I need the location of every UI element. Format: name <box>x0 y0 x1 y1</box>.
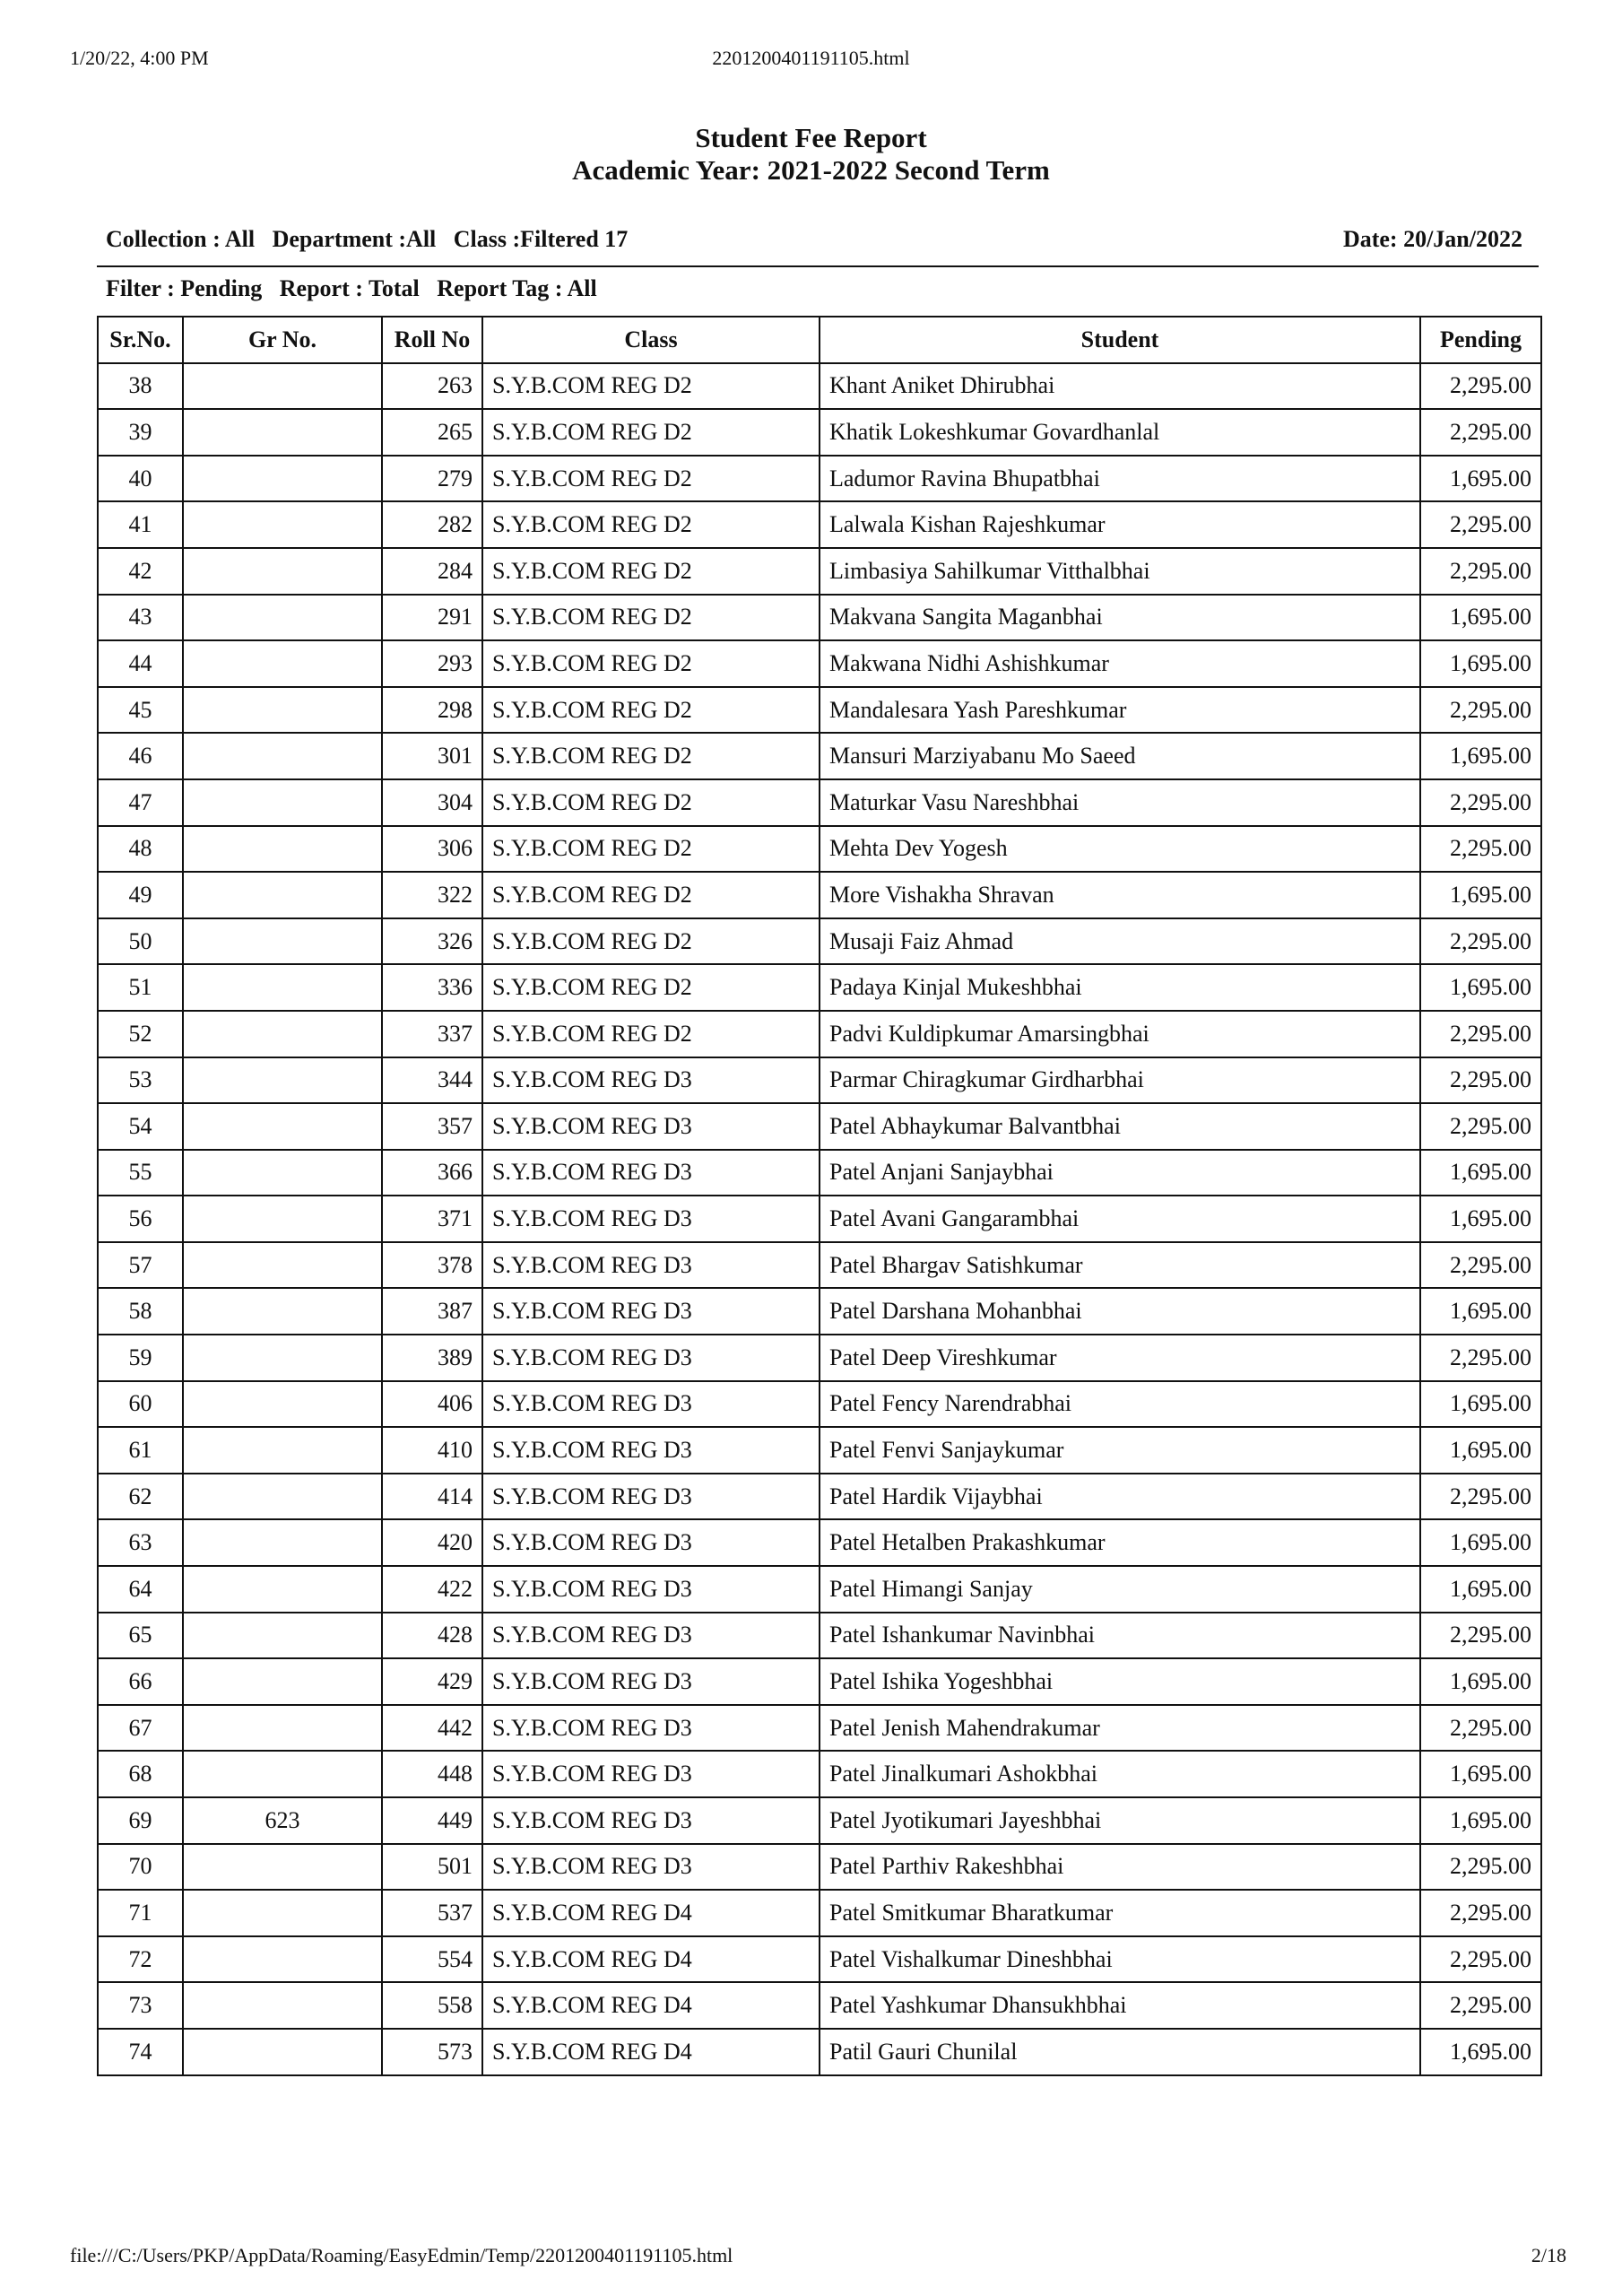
table-row <box>98 826 1541 873</box>
table-body <box>98 363 1541 2075</box>
table-row <box>98 872 1541 918</box>
cell-pending: 1,695.00 <box>1420 964 1541 1011</box>
cell-sr-no: 41 <box>98 501 183 548</box>
meta-date: Date: 20/Jan/2022 <box>1342 226 1522 252</box>
cell-class: S.Y.B.COM REG D4 <box>482 1936 820 1983</box>
cell-sr-no: 52 <box>98 1011 183 1057</box>
cell-pending: 1,695.00 <box>1420 872 1541 918</box>
cell-student: Patel Deep Vireshkumar <box>820 1335 1420 1381</box>
cell-sr-no: 63 <box>98 1519 183 1566</box>
table-row <box>98 964 1541 1011</box>
cell-student: Patel Jinalkumari Ashokbhai <box>820 1751 1420 1797</box>
cell-pending: 1,695.00 <box>1420 1566 1541 1613</box>
cell-sr-no: 60 <box>98 1381 183 1428</box>
table-header-row <box>98 317 1541 363</box>
cell-student: Makvana Sangita Maganbhai <box>820 595 1420 641</box>
print-filename: 2201200401191105.html <box>712 47 910 69</box>
cell-class: S.Y.B.COM REG D2 <box>482 918 820 965</box>
cell-pending: 1,695.00 <box>1420 1797 1541 1844</box>
cell-class: S.Y.B.COM REG D4 <box>482 2029 820 2075</box>
cell-roll-no: 389 <box>382 1335 482 1381</box>
cell-student: Mansuri Marziyabanu Mo Saeed <box>820 733 1420 779</box>
col-header-sr-no: Sr.No. <box>98 317 183 363</box>
cell-roll-no: 410 <box>382 1427 482 1474</box>
cell-pending: 2,295.00 <box>1420 826 1541 873</box>
meta-filter: Filter : Pending <box>106 275 263 301</box>
table-row <box>98 501 1541 548</box>
cell-class: S.Y.B.COM REG D3 <box>482 1519 820 1566</box>
cell-gr-no <box>183 1613 382 1659</box>
cell-class: S.Y.B.COM REG D3 <box>482 1288 820 1335</box>
cell-sr-no: 65 <box>98 1613 183 1659</box>
cell-class: S.Y.B.COM REG D2 <box>482 409 820 456</box>
cell-class: S.Y.B.COM REG D2 <box>482 1011 820 1057</box>
cell-class: S.Y.B.COM REG D3 <box>482 1335 820 1381</box>
cell-class: S.Y.B.COM REG D3 <box>482 1613 820 1659</box>
cell-student: Khatik Lokeshkumar Govardhanlal <box>820 409 1420 456</box>
print-page-number: 2/18 <box>1531 2244 1566 2266</box>
cell-sr-no: 72 <box>98 1936 183 1983</box>
meta-class: Class :Filtered 17 <box>453 226 629 252</box>
cell-class: S.Y.B.COM REG D3 <box>482 1057 820 1104</box>
cell-roll-no: 301 <box>382 733 482 779</box>
cell-sr-no: 53 <box>98 1057 183 1104</box>
cell-pending: 2,295.00 <box>1420 1474 1541 1520</box>
cell-pending: 1,695.00 <box>1420 1427 1541 1474</box>
cell-pending: 2,295.00 <box>1420 687 1541 734</box>
cell-roll-no: 263 <box>382 363 482 410</box>
cell-gr-no <box>183 456 382 502</box>
report-meta-row <box>106 224 1540 255</box>
cell-student: Patel Hetalben Prakashkumar <box>820 1519 1420 1566</box>
cell-student: Patel Himangi Sanjay <box>820 1566 1420 1613</box>
cell-roll-no: 279 <box>382 456 482 502</box>
cell-student: Patel Jyotikumari Jayeshbhai <box>820 1797 1420 1844</box>
cell-student: Patel Smitkumar Bharatkumar <box>820 1890 1420 1936</box>
cell-gr-no <box>183 1844 382 1891</box>
cell-class: S.Y.B.COM REG D2 <box>482 733 820 779</box>
cell-roll-no: 573 <box>382 2029 482 2075</box>
cell-student: Makwana Nidhi Ashishkumar <box>820 640 1420 687</box>
cell-gr-no <box>183 1011 382 1057</box>
table-row <box>98 779 1541 826</box>
cell-gr-no <box>183 918 382 965</box>
cell-student: Patel Anjani Sanjaybhai <box>820 1150 1420 1196</box>
cell-student: Ladumor Ravina Bhupatbhai <box>820 456 1420 502</box>
cell-roll-no: 265 <box>382 409 482 456</box>
cell-sr-no: 58 <box>98 1288 183 1335</box>
cell-roll-no: 366 <box>382 1150 482 1196</box>
table-row <box>98 640 1541 687</box>
cell-pending: 2,295.00 <box>1420 779 1541 826</box>
cell-gr-no <box>183 1103 382 1150</box>
table-row <box>98 1427 1541 1474</box>
cell-student: More Vishakha Shravan <box>820 872 1420 918</box>
cell-gr-no <box>183 826 382 873</box>
cell-roll-no: 306 <box>382 826 482 873</box>
cell-gr-no <box>183 1936 382 1983</box>
cell-roll-no: 387 <box>382 1288 482 1335</box>
cell-student: Patel Hardik Vijaybhai <box>820 1474 1420 1520</box>
cell-sr-no: 47 <box>98 779 183 826</box>
cell-gr-no <box>183 1427 382 1474</box>
table-row <box>98 1658 1541 1705</box>
cell-class: S.Y.B.COM REG D2 <box>482 595 820 641</box>
cell-pending: 2,295.00 <box>1420 1011 1541 1057</box>
cell-gr-no <box>183 1658 382 1705</box>
meta-report: Report : Total <box>279 275 420 301</box>
cell-student: Maturkar Vasu Nareshbhai <box>820 779 1420 826</box>
cell-student: Limbasiya Sahilkumar Vitthalbhai <box>820 548 1420 595</box>
table-row <box>98 456 1541 502</box>
cell-class: S.Y.B.COM REG D2 <box>482 826 820 873</box>
cell-sr-no: 50 <box>98 918 183 965</box>
cell-sr-no: 40 <box>98 456 183 502</box>
cell-class: S.Y.B.COM REG D3 <box>482 1751 820 1797</box>
cell-pending: 2,295.00 <box>1420 1242 1541 1289</box>
table-row <box>98 1519 1541 1566</box>
cell-pending: 1,695.00 <box>1420 1658 1541 1705</box>
cell-sr-no: 68 <box>98 1751 183 1797</box>
cell-pending: 1,695.00 <box>1420 1381 1541 1428</box>
cell-student: Patel Yashkumar Dhansukhbhai <box>820 1982 1420 2029</box>
table-row <box>98 1103 1541 1150</box>
cell-pending: 2,295.00 <box>1420 1335 1541 1381</box>
table-row <box>98 1196 1541 1242</box>
cell-gr-no <box>183 595 382 641</box>
cell-pending: 1,695.00 <box>1420 733 1541 779</box>
print-datetime: 1/20/22, 4:00 PM <box>70 47 209 69</box>
cell-gr-no <box>183 1890 382 1936</box>
table-row <box>98 1705 1541 1752</box>
cell-gr-no <box>183 872 382 918</box>
table-row <box>98 1288 1541 1335</box>
cell-pending: 2,295.00 <box>1420 1103 1541 1150</box>
cell-student: Khant Aniket Dhirubhai <box>820 363 1420 410</box>
cell-roll-no: 501 <box>382 1844 482 1891</box>
print-header <box>0 47 1622 74</box>
cell-sr-no: 69 <box>98 1797 183 1844</box>
cell-gr-no <box>183 1705 382 1752</box>
cell-class: S.Y.B.COM REG D2 <box>482 872 820 918</box>
cell-gr-no <box>183 1057 382 1104</box>
cell-sr-no: 67 <box>98 1705 183 1752</box>
report-filter-row <box>106 274 1540 304</box>
cell-gr-no <box>183 779 382 826</box>
cell-gr-no <box>183 1982 382 2029</box>
cell-roll-no: 293 <box>382 640 482 687</box>
cell-student: Parmar Chiragkumar Girdharbhai <box>820 1057 1420 1104</box>
cell-sr-no: 64 <box>98 1566 183 1613</box>
cell-gr-no <box>183 1335 382 1381</box>
cell-roll-no: 284 <box>382 548 482 595</box>
cell-roll-no: 337 <box>382 1011 482 1057</box>
cell-student: Lalwala Kishan Rajeshkumar <box>820 501 1420 548</box>
cell-roll-no: 282 <box>382 501 482 548</box>
cell-class: S.Y.B.COM REG D3 <box>482 1427 820 1474</box>
cell-sr-no: 44 <box>98 640 183 687</box>
cell-roll-no: 537 <box>382 1890 482 1936</box>
cell-class: S.Y.B.COM REG D2 <box>482 687 820 734</box>
cell-student: Mandalesara Yash Pareshkumar <box>820 687 1420 734</box>
cell-pending: 2,295.00 <box>1420 363 1541 410</box>
table-row <box>98 1613 1541 1659</box>
cell-pending: 2,295.00 <box>1420 918 1541 965</box>
cell-pending: 1,695.00 <box>1420 1751 1541 1797</box>
cell-class: S.Y.B.COM REG D2 <box>482 548 820 595</box>
cell-class: S.Y.B.COM REG D3 <box>482 1566 820 1613</box>
col-header-pending: Pending <box>1420 317 1541 363</box>
cell-sr-no: 43 <box>98 595 183 641</box>
table-row <box>98 595 1541 641</box>
print-file-path: file:///C:/Users/PKP/AppData/Roaming/EasyEdmin/Temp/2201200401191105.html <box>70 2244 733 2266</box>
col-header-gr-no: Gr No. <box>183 317 382 363</box>
cell-gr-no <box>183 2029 382 2075</box>
cell-pending: 2,295.00 <box>1420 409 1541 456</box>
table-row <box>98 1797 1541 1844</box>
cell-gr-no <box>183 687 382 734</box>
cell-class: S.Y.B.COM REG D4 <box>482 1890 820 1936</box>
cell-roll-no: 344 <box>382 1057 482 1104</box>
cell-gr-no <box>183 501 382 548</box>
cell-student: Patel Vishalkumar Dineshbhai <box>820 1936 1420 1983</box>
cell-gr-no <box>183 1566 382 1613</box>
fee-table <box>97 316 1542 2076</box>
cell-sr-no: 51 <box>98 964 183 1011</box>
cell-gr-no <box>183 1150 382 1196</box>
cell-roll-no: 442 <box>382 1705 482 1752</box>
meta-report-tag: Report Tag : All <box>437 275 597 301</box>
cell-roll-no: 336 <box>382 964 482 1011</box>
cell-pending: 1,695.00 <box>1420 2029 1541 2075</box>
header-divider <box>97 265 1539 267</box>
cell-roll-no: 371 <box>382 1196 482 1242</box>
cell-sr-no: 38 <box>98 363 183 410</box>
meta-collection: Collection : All <box>106 226 256 252</box>
cell-sr-no: 48 <box>98 826 183 873</box>
cell-roll-no: 448 <box>382 1751 482 1797</box>
table-row <box>98 918 1541 965</box>
cell-class: S.Y.B.COM REG D3 <box>482 1242 820 1289</box>
cell-sr-no: 57 <box>98 1242 183 1289</box>
cell-student: Patel Avani Gangarambhai <box>820 1196 1420 1242</box>
table-row <box>98 1936 1541 1983</box>
cell-pending: 2,295.00 <box>1420 1890 1541 1936</box>
cell-student: Patel Ishankumar Navinbhai <box>820 1613 1420 1659</box>
cell-gr-no <box>183 640 382 687</box>
cell-student: Patel Darshana Mohanbhai <box>820 1288 1420 1335</box>
cell-pending: 2,295.00 <box>1420 1982 1541 2029</box>
table-row <box>98 409 1541 456</box>
cell-roll-no: 357 <box>382 1103 482 1150</box>
table-row <box>98 1844 1541 1891</box>
cell-student: Patel Fency Narendrabhai <box>820 1381 1420 1428</box>
cell-gr-no <box>183 1242 382 1289</box>
cell-gr-no <box>183 964 382 1011</box>
cell-pending: 1,695.00 <box>1420 1519 1541 1566</box>
cell-gr-no <box>183 363 382 410</box>
cell-student: Mehta Dev Yogesh <box>820 826 1420 873</box>
cell-gr-no <box>183 1519 382 1566</box>
col-header-roll-no: Roll No <box>382 317 482 363</box>
cell-roll-no: 326 <box>382 918 482 965</box>
cell-student: Patel Abhaykumar Balvantbhai <box>820 1103 1420 1150</box>
table-row <box>98 1150 1541 1196</box>
cell-pending: 1,695.00 <box>1420 1150 1541 1196</box>
report-title-block <box>0 122 1622 187</box>
cell-class: S.Y.B.COM REG D3 <box>482 1658 820 1705</box>
cell-class: S.Y.B.COM REG D3 <box>482 1381 820 1428</box>
meta-department: Department :All <box>272 226 437 252</box>
table-row <box>98 1982 1541 2029</box>
cell-gr-no <box>183 548 382 595</box>
cell-sr-no: 54 <box>98 1103 183 1150</box>
cell-pending: 1,695.00 <box>1420 640 1541 687</box>
cell-class: S.Y.B.COM REG D2 <box>482 501 820 548</box>
table-row <box>98 548 1541 595</box>
cell-class: S.Y.B.COM REG D2 <box>482 363 820 410</box>
cell-pending: 2,295.00 <box>1420 1057 1541 1104</box>
cell-sr-no: 66 <box>98 1658 183 1705</box>
cell-sr-no: 74 <box>98 2029 183 2075</box>
cell-pending: 1,695.00 <box>1420 1288 1541 1335</box>
cell-gr-no <box>183 733 382 779</box>
col-header-class: Class <box>482 317 820 363</box>
cell-sr-no: 55 <box>98 1150 183 1196</box>
table-row <box>98 363 1541 410</box>
cell-class: S.Y.B.COM REG D2 <box>482 640 820 687</box>
cell-student: Patel Ishika Yogeshbhai <box>820 1658 1420 1705</box>
cell-roll-no: 554 <box>382 1936 482 1983</box>
cell-sr-no: 46 <box>98 733 183 779</box>
cell-roll-no: 322 <box>382 872 482 918</box>
cell-pending: 2,295.00 <box>1420 1936 1541 1983</box>
cell-sr-no: 49 <box>98 872 183 918</box>
table-row <box>98 687 1541 734</box>
cell-pending: 1,695.00 <box>1420 456 1541 502</box>
cell-pending: 2,295.00 <box>1420 1613 1541 1659</box>
cell-sr-no: 39 <box>98 409 183 456</box>
table-row <box>98 1335 1541 1381</box>
cell-pending: 2,295.00 <box>1420 1705 1541 1752</box>
cell-class: S.Y.B.COM REG D2 <box>482 779 820 826</box>
cell-pending: 1,695.00 <box>1420 1196 1541 1242</box>
cell-roll-no: 449 <box>382 1797 482 1844</box>
cell-student: Patel Jenish Mahendrakumar <box>820 1705 1420 1752</box>
table-row <box>98 2029 1541 2075</box>
cell-roll-no: 298 <box>382 687 482 734</box>
cell-roll-no: 420 <box>382 1519 482 1566</box>
cell-pending: 2,295.00 <box>1420 501 1541 548</box>
print-footer <box>0 2244 1622 2271</box>
cell-sr-no: 61 <box>98 1427 183 1474</box>
cell-class: S.Y.B.COM REG D3 <box>482 1705 820 1752</box>
cell-sr-no: 45 <box>98 687 183 734</box>
table-row <box>98 1566 1541 1613</box>
cell-roll-no: 378 <box>382 1242 482 1289</box>
cell-student: Patil Gauri Chunilal <box>820 2029 1420 2075</box>
cell-sr-no: 71 <box>98 1890 183 1936</box>
table-row <box>98 1381 1541 1428</box>
cell-class: S.Y.B.COM REG D3 <box>482 1474 820 1520</box>
cell-gr-no: 623 <box>183 1797 382 1844</box>
cell-roll-no: 428 <box>382 1613 482 1659</box>
table-row <box>98 1011 1541 1057</box>
cell-roll-no: 422 <box>382 1566 482 1613</box>
cell-sr-no: 70 <box>98 1844 183 1891</box>
cell-roll-no: 304 <box>382 779 482 826</box>
cell-student: Padvi Kuldipkumar Amarsingbhai <box>820 1011 1420 1057</box>
cell-roll-no: 558 <box>382 1982 482 2029</box>
table-row <box>98 1242 1541 1289</box>
cell-student: Musaji Faiz Ahmad <box>820 918 1420 965</box>
cell-student: Patel Parthiv Rakeshbhai <box>820 1844 1420 1891</box>
cell-class: S.Y.B.COM REG D3 <box>482 1150 820 1196</box>
cell-sr-no: 73 <box>98 1982 183 2029</box>
report-subtitle: Academic Year: 2021-2022 Second Term <box>572 154 1050 186</box>
cell-class: S.Y.B.COM REG D2 <box>482 456 820 502</box>
cell-roll-no: 414 <box>382 1474 482 1520</box>
cell-sr-no: 59 <box>98 1335 183 1381</box>
cell-sr-no: 42 <box>98 548 183 595</box>
cell-gr-no <box>183 1751 382 1797</box>
cell-sr-no: 62 <box>98 1474 183 1520</box>
cell-class: S.Y.B.COM REG D3 <box>482 1103 820 1150</box>
table-row <box>98 1890 1541 1936</box>
cell-gr-no <box>183 1381 382 1428</box>
cell-class: S.Y.B.COM REG D2 <box>482 964 820 1011</box>
report-title: Student Fee Report <box>695 122 927 153</box>
cell-class: S.Y.B.COM REG D3 <box>482 1844 820 1891</box>
table-row <box>98 733 1541 779</box>
table-row <box>98 1057 1541 1104</box>
table-row <box>98 1474 1541 1520</box>
cell-sr-no: 56 <box>98 1196 183 1242</box>
cell-roll-no: 429 <box>382 1658 482 1705</box>
cell-gr-no <box>183 1474 382 1520</box>
cell-student: Padaya Kinjal Mukeshbhai <box>820 964 1420 1011</box>
table-row <box>98 1751 1541 1797</box>
cell-student: Patel Fenvi Sanjaykumar <box>820 1427 1420 1474</box>
cell-roll-no: 406 <box>382 1381 482 1428</box>
cell-pending: 2,295.00 <box>1420 548 1541 595</box>
cell-student: Patel Bhargav Satishkumar <box>820 1242 1420 1289</box>
col-header-student: Student <box>820 317 1420 363</box>
cell-class: S.Y.B.COM REG D4 <box>482 1982 820 2029</box>
cell-gr-no <box>183 1196 382 1242</box>
cell-pending: 2,295.00 <box>1420 1844 1541 1891</box>
cell-pending: 1,695.00 <box>1420 595 1541 641</box>
cell-roll-no: 291 <box>382 595 482 641</box>
cell-class: S.Y.B.COM REG D3 <box>482 1196 820 1242</box>
cell-class: S.Y.B.COM REG D3 <box>482 1797 820 1844</box>
cell-gr-no <box>183 1288 382 1335</box>
cell-gr-no <box>183 409 382 456</box>
